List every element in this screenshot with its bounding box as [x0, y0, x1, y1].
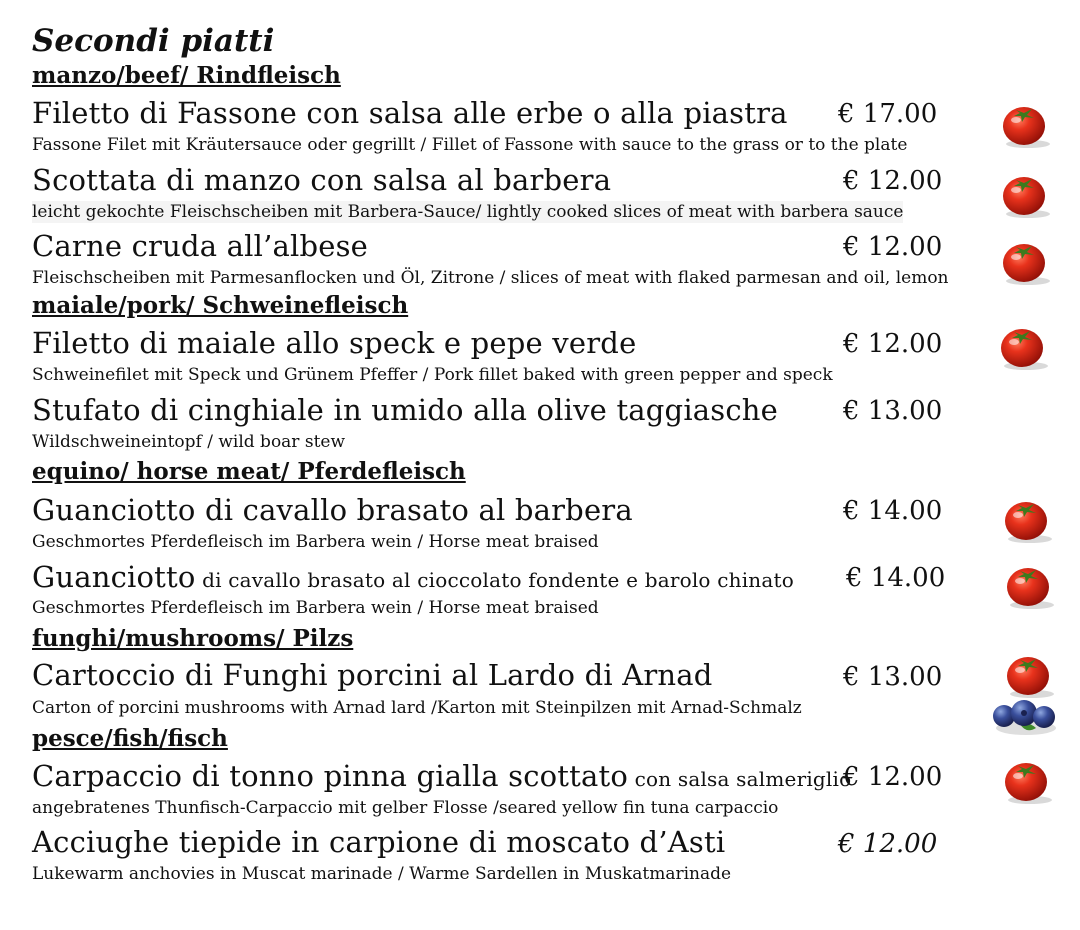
dish-price: € 13.00: [843, 396, 943, 426]
dish-price: € 14.00: [846, 563, 946, 593]
dish-name: Stufato di cinghiale in umido alla olive taggiasche: [32, 393, 779, 427]
dish-description: Fleischscheiben mit Parmesanflocken und Öl, Zitrone / slices of meat with flaked parmesan and oil, lemon: [32, 268, 949, 288]
tomato-icon: [996, 495, 1056, 545]
section-heading-beef: manzo/beef/ Rindfleisch: [32, 62, 341, 89]
dish-name: Scottata di manzo con salsa al barbera: [32, 163, 612, 197]
dish-name-main: Guanciotto: [32, 560, 196, 594]
dish-name-main: Carpaccio di tonno pinna gialla scottato: [32, 759, 629, 793]
section-heading-horse: equino/ horse meat/ Pferdefleisch: [32, 458, 466, 485]
dish-name: [32, 560, 794, 597]
dish-name: [32, 759, 851, 796]
dish-name: Filetto di maiale allo speck e pepe verde: [32, 326, 637, 360]
section-heading-mushrooms: funghi/mushrooms/ Pilzs: [32, 625, 354, 652]
dish-name: Acciughe tiepide in carpione di moscato d’Asti: [32, 825, 726, 859]
section-heading-pork: maiale/pork/ Schweinefleisch: [32, 292, 409, 319]
blueberries-icon: [990, 698, 1060, 738]
dish-price: € 12.00: [843, 166, 943, 196]
dish-price: € 12.00: [843, 762, 943, 792]
dish-price: € 13.00: [843, 662, 943, 692]
menu-title: Secondi piatti: [32, 23, 275, 59]
dish-description: Fassone Filet mit Kräutersauce oder gegrillt / Fillet of Fassone with sauce to the grass or to the plate: [32, 135, 908, 155]
dish-description: Lukewarm anchovies in Muscat marinade / Warme Sardellen in Muskatmarinade: [32, 864, 732, 884]
dish-price: € 17.00: [838, 99, 938, 129]
tomato-icon: [994, 170, 1054, 220]
dish-description: Wildschweineintopf / wild boar stew: [32, 432, 346, 452]
dish-description: Geschmortes Pferdefleisch im Barbera wein / Horse meat braised: [32, 532, 599, 552]
dish-name: Cartoccio di Funghi porcini al Lardo di Arnad: [32, 658, 713, 692]
tomato-icon: [994, 100, 1054, 150]
dish-price: € 14.00: [843, 496, 943, 526]
tomato-icon: [992, 322, 1052, 372]
dish-price: € 12.00: [843, 232, 943, 262]
section-heading-fish: pesce/fish/fisch: [32, 725, 228, 752]
dish-description: Carton of porcini mushrooms with Arnad lard /Karton mit Steinpilzen mit Arnad-Schmalz: [32, 698, 802, 718]
dish-name: Guanciotto di cavallo brasato al barbera: [32, 493, 633, 527]
dish-price: € 12.00: [843, 329, 943, 359]
dish-name: Filetto di Fassone con salsa alle erbe o alla piastra: [32, 96, 788, 130]
tomato-icon: [994, 237, 1054, 287]
dish-description: Schweinefilet mit Speck und Grünem Pfeffer / Pork fillet baked with green pepper and speck: [32, 365, 833, 385]
tomato-icon: [998, 561, 1058, 611]
dish-name-suffix: di cavallo brasato al cioccolato fondente e barolo chinato: [195, 568, 794, 592]
dish-name: Carne cruda all’albese: [32, 229, 369, 263]
dish-price: € 12.00: [838, 829, 938, 859]
dish-description: Geschmortes Pferdefleisch im Barbera wein / Horse meat braised: [32, 598, 599, 618]
dish-description: leicht gekochte Fleischscheiben mit Barbera-Sauce/ lightly cooked slices of meat with barbera sauce: [32, 202, 904, 222]
dish-name-suffix: con salsa salmeriglio: [628, 767, 852, 791]
tomato-icon: [996, 756, 1056, 806]
dish-description: angebratenes Thunfisch-Carpaccio mit gelber Flosse /seared yellow fin tuna carpaccio: [32, 798, 779, 818]
tomato-icon: [998, 650, 1058, 700]
